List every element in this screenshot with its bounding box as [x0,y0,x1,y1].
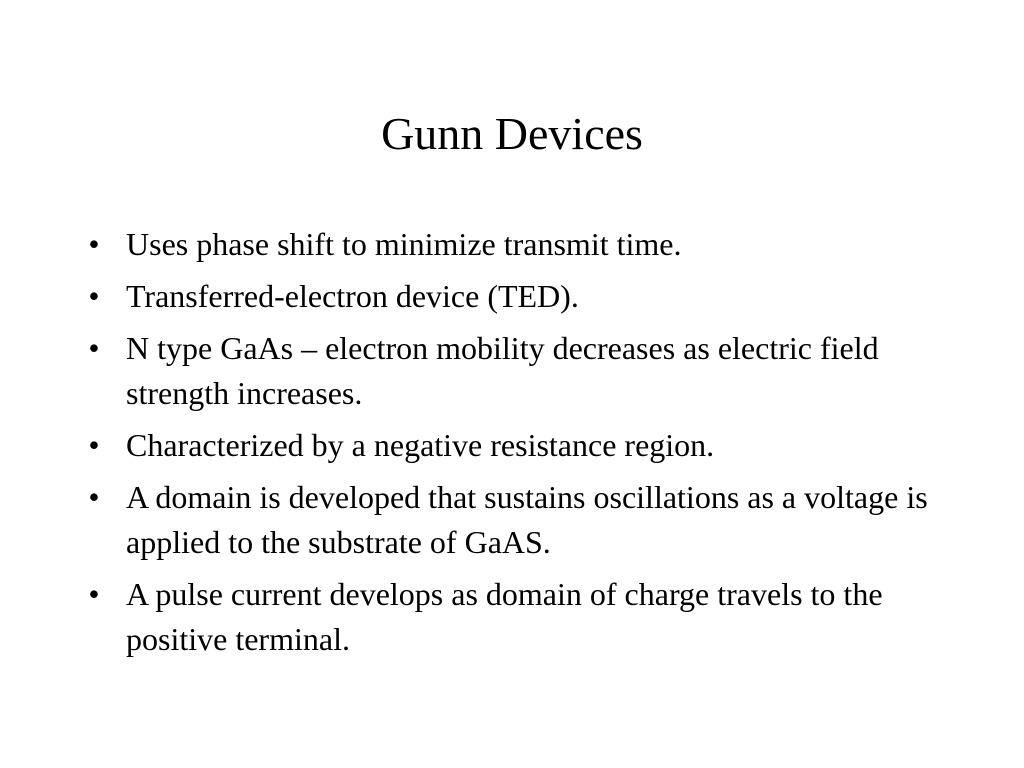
bullet-text: A domain is developed that sustains oscillations as a voltage is applied to the substrate of GaAS. [126,479,928,560]
list-item [84,326,964,416]
bullet-icon: • [88,226,100,262]
bullet-text: Transferred-electron device (TED). [126,278,579,314]
bullet-icon: • [88,278,100,314]
list-item [84,572,964,662]
bullet-icon: • [88,427,100,463]
bullet-text: Uses phase shift to minimize transmit time. [126,226,682,262]
list-item [84,274,964,319]
bullet-list [84,222,964,669]
list-item [84,475,964,565]
bullet-text: A pulse current develops as domain of charge travels to the positive terminal. [126,576,883,657]
bullet-icon: • [88,479,100,515]
bullet-text: N type GaAs – electron mobility decreases as electric field strength increases. [126,330,879,411]
slide-title: Gunn Devices [381,108,643,159]
list-item [84,222,964,267]
bullet-icon: • [88,576,100,612]
bullet-text: Characterized by a negative resistance region. [126,427,715,463]
bullet-icon: • [88,330,100,366]
list-item [84,423,964,468]
